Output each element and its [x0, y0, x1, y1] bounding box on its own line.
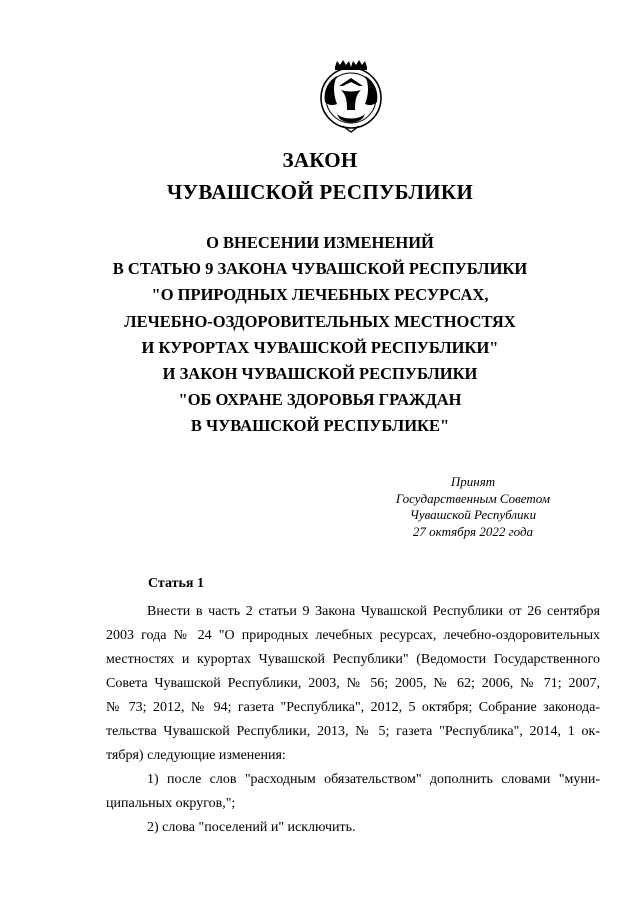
law-subtitle [0, 230, 640, 440]
subtitle-line: О ВНЕСЕНИИ ИЗМЕНЕНИЙ [206, 233, 434, 252]
subtitle-line: "О ПРИРОДНЫХ ЛЕЧЕБНЫХ РЕСУРСАХ, [151, 285, 489, 305]
adoption-note [353, 474, 593, 540]
law-title: ЗАКОН [282, 148, 358, 172]
paragraph-line: Совета Чувашской Республики, 2003, № 56; 2005, № 62; 2006, № 71; 2007, [106, 676, 600, 691]
paragraph-line: тября) следующие изменения: [106, 748, 286, 763]
amendment-item [106, 768, 600, 792]
paragraph-line: № 73; 2012, № 94; газета "Республика", 2012, 5 октября; Собрание законода- [106, 700, 600, 715]
paragraph-line: 2) слова "поселений и" исключить. [147, 820, 356, 835]
subtitle-line: В СТАТЬЮ 9 ЗАКОНА ЧУВАШСКОЙ РЕСПУБЛИКИ [112, 259, 528, 279]
adoption-line: Принят [450, 474, 496, 489]
adoption-date: 27 октября 2022 года [412, 523, 534, 539]
article-paragraph [106, 600, 600, 624]
subtitle-line: "ОБ ОХРАНЕ ЗДОРОВЬЯ ГРАЖДАН [178, 390, 462, 410]
republic-title: ЧУВАШСКОЙ РЕСПУБЛИКИ [166, 180, 474, 204]
subtitle-line: ЛЕЧЕБНО-ОЗДОРОВИТЕЛЬНЫХ МЕСТНОСТЯХ [124, 311, 516, 331]
emblem-icon [313, 58, 389, 134]
article-body [106, 600, 600, 840]
subtitle-line: И КУРОРТАХ ЧУВАШСКОЙ РЕСПУБЛИКИ" [141, 337, 499, 357]
adoption-line: Государственным Советом [395, 490, 551, 506]
adoption-line: Чувашской Республики [409, 507, 537, 522]
subtitle-line: И ЗАКОН ЧУВАШСКОЙ РЕСПУБЛИКИ [162, 364, 478, 384]
paragraph-line: 1) после слов "расходным обязательством" дополнить словами "муни- [147, 772, 600, 787]
amendment-item [106, 816, 600, 840]
paragraph-line: 2003 года № 24 "О природных лечебных ресурсах, лечебно-оздоровительных [106, 628, 600, 643]
article-heading: Статья 1 [148, 576, 204, 591]
paragraph-line: ципальных округов,"; [106, 796, 236, 811]
paragraph-line: тельства Чувашской Республики, 2013, № 5; газета "Республика", 2014, 1 ок- [106, 724, 600, 739]
paragraph-line: Внести в часть 2 статьи 9 Закона Чувашской Республики от 26 сентября [147, 604, 600, 619]
paragraph-line: местностях и курортах Чувашской Республики" (Ведомости Государственного [106, 652, 600, 667]
subtitle-line: В ЧУВАШСКОЙ РЕСПУБЛИКЕ" [190, 416, 450, 436]
